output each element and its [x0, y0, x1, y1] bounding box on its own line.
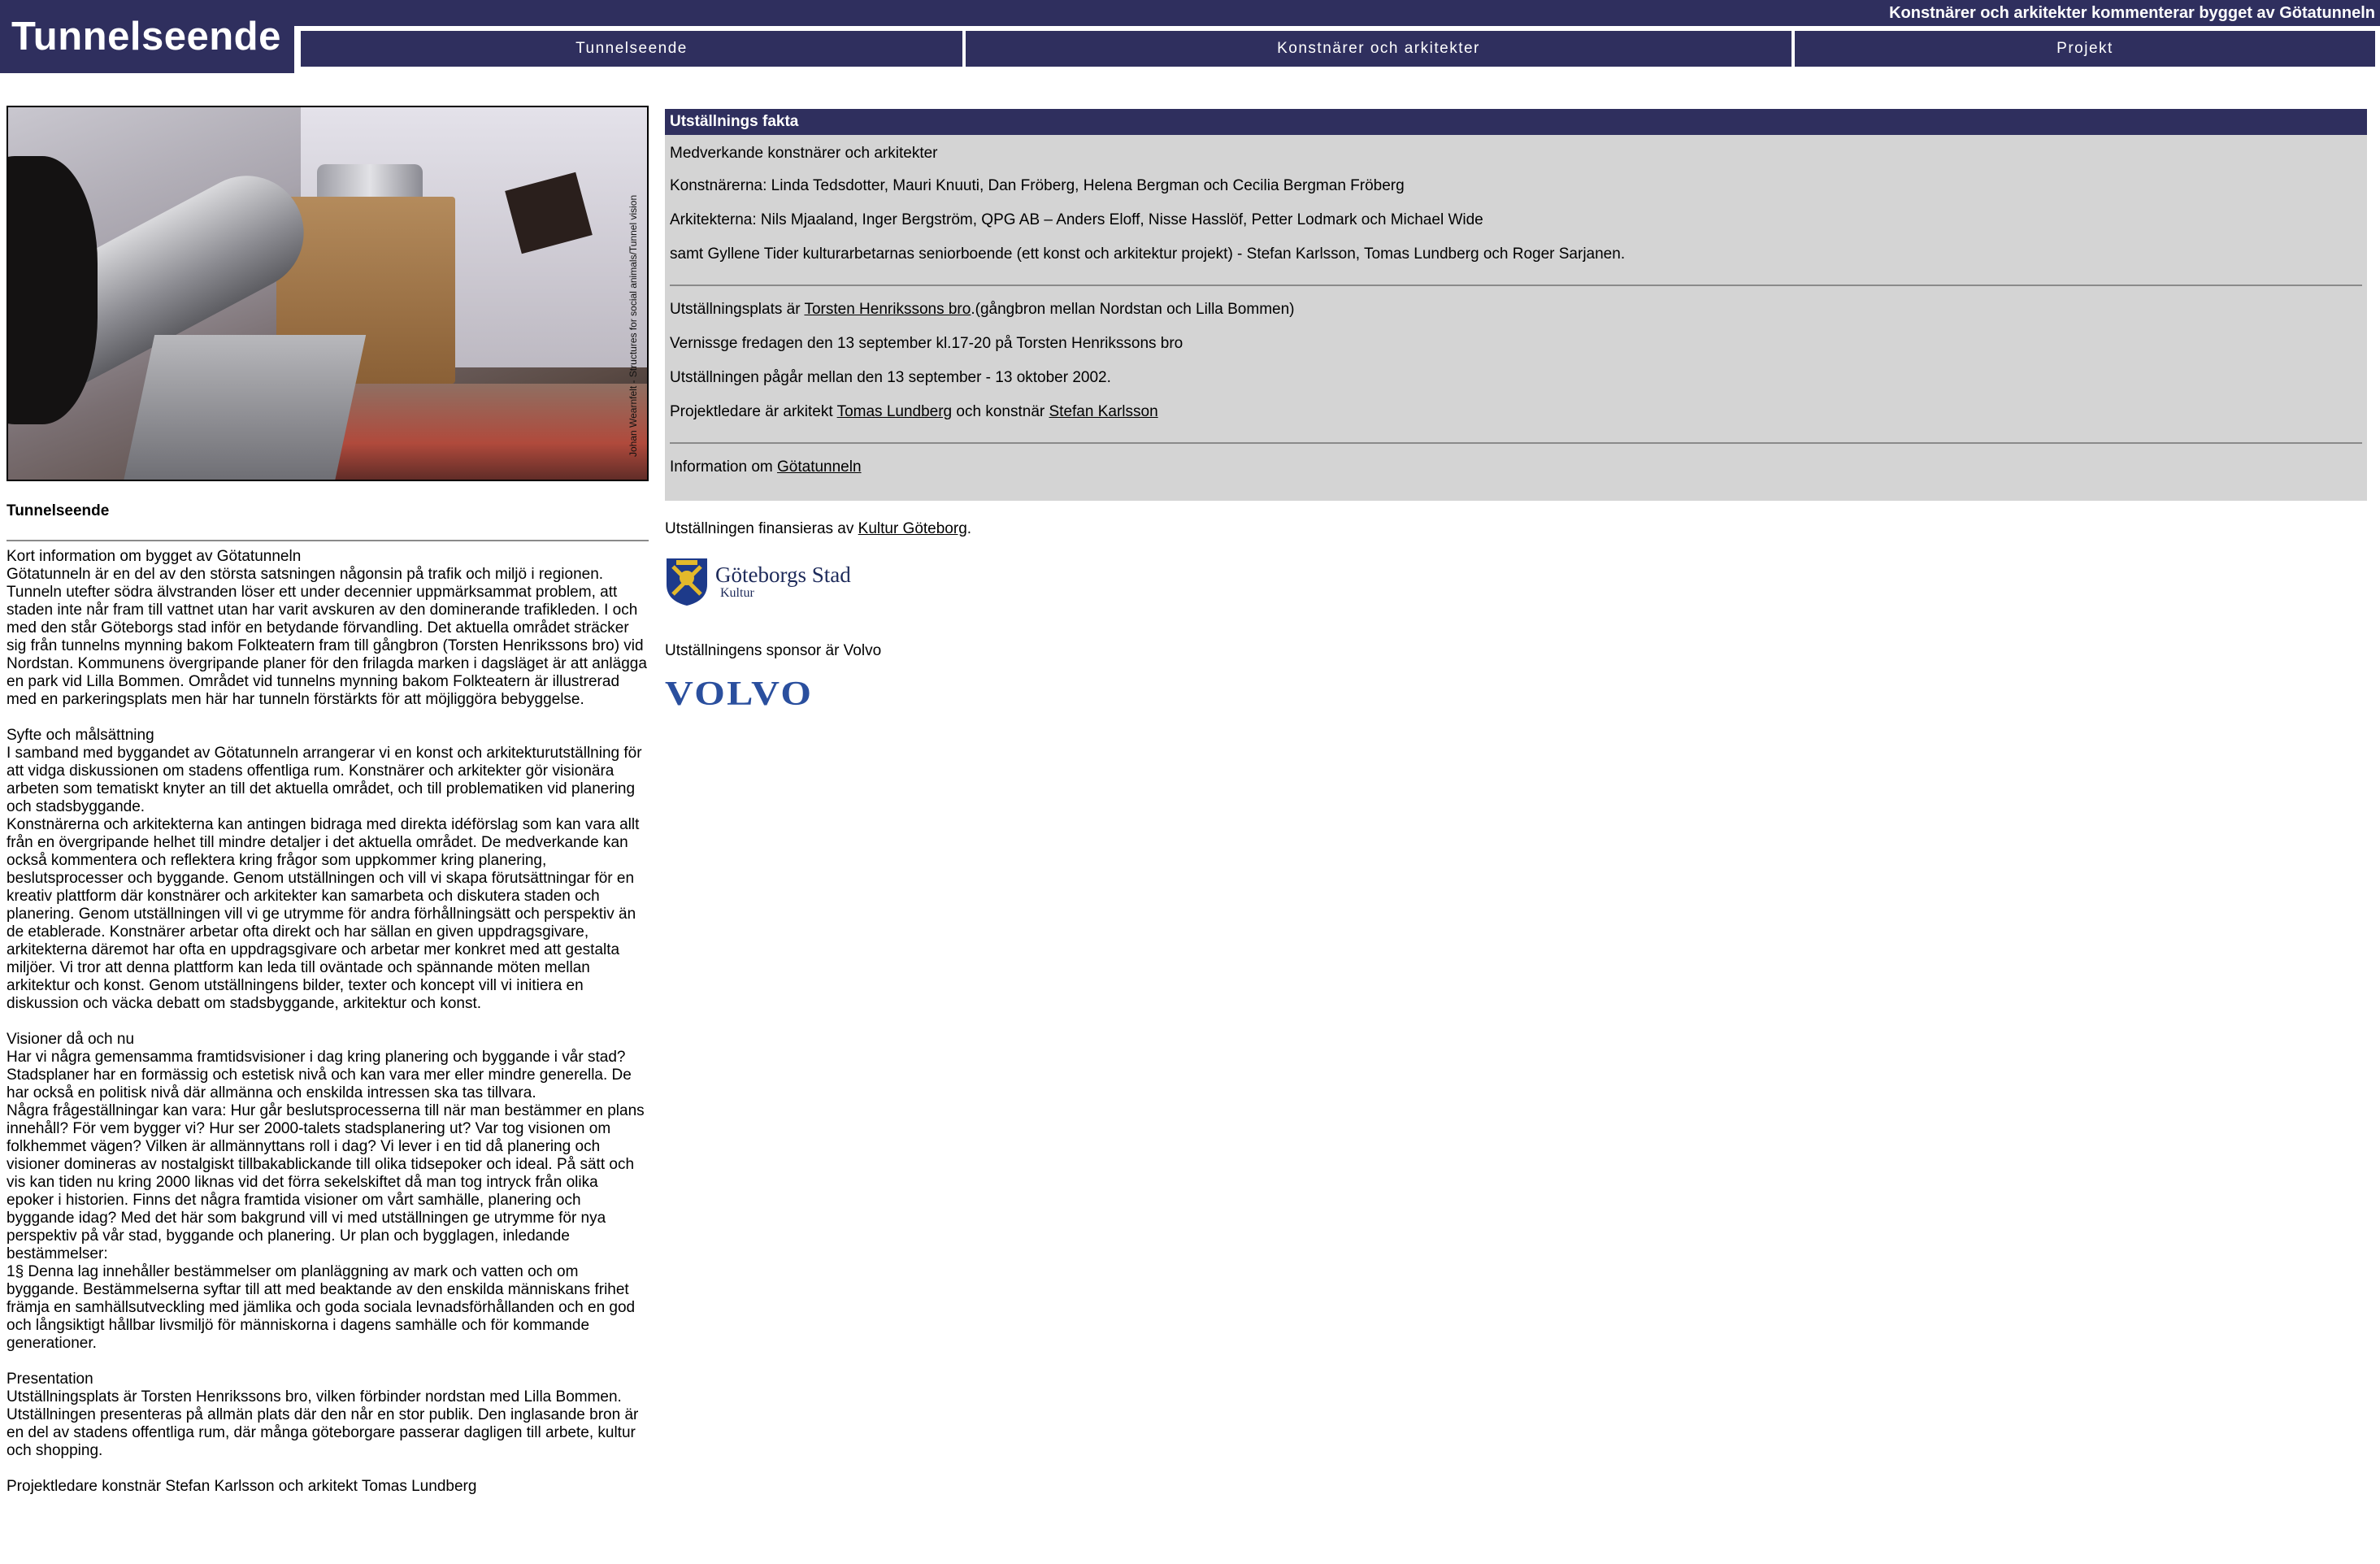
- facts-extra: samt Gyllene Tider kulturarbetarnas seniorboende (ett konst och arkitektur projekt) - Stefan Karlsson, Tomas Lundberg och Roger Sarjanen.: [670, 245, 1626, 263]
- left-column: [7, 106, 649, 1496]
- kultur-goteborg-link[interactable]: Kultur Göteborg: [858, 520, 967, 537]
- exhibition-photo: [7, 106, 649, 481]
- logo-sub: Kultur: [720, 586, 754, 600]
- venue-suffix: .(gångbron mellan Nordstan och Lilla Bommen): [971, 301, 1295, 318]
- lead-prefix: Projektledare är arkitekt: [670, 403, 833, 420]
- venue-prefix: Utställningsplats är: [670, 301, 801, 318]
- funding-text: [665, 520, 2367, 538]
- facts-divider-2: [670, 442, 2362, 444]
- facts-leads: [665, 400, 2367, 424]
- info-prefix: Information om: [670, 458, 773, 476]
- lead-mid: och konstnär: [956, 403, 1045, 420]
- facts-info: [665, 455, 2367, 480]
- facts-panel: [665, 109, 2367, 501]
- volvo-logo[interactable]: VOLVO: [665, 676, 814, 713]
- nav-item-projekt[interactable]: Projekt: [1793, 29, 2377, 68]
- crest-icon: [665, 557, 709, 607]
- article-body: Kort information om bygget av Götatunneln Götatunneln är en del av den största satsningen någonsin på trafik och miljö i regionen. Tunneln utefter södra älvstranden löser ett under decennier uppmärksammat problem, att staden inte når fram till vattnet utan har varit avskuren av den dominerande trafikleden. I och med den står Göteborgs stad inför en betydande förvandling. Det aktuella området sträcker sig från tunnelns mynning bakom Folkteatern fram till gångbron (Torsten Henrikssons bro) vid Nordstan. Kommunens övergripande planer för den frilagda marken i dagsläget är att anlägga en park vid Lilla Bommen. Området vid tunnelns mynning bakom Folkteatern är illustrerad med en parkeringsplats men här har tunneln förstärkts för att möjliggöra bebyggelse. Syfte och målsättning I samband med byggandet av Götatunneln arrangerar vi en konst och arkitekturutställning för att vidga diskussionen om stadens offentliga rum. Konstnärer och arkitekter gör visionära arbeten som tematiskt knyter an till det aktuella området, och till problematiken vid planering och stadsbyggande. Konstnärerna och arkitekterna kan antingen bidraga med direkta idéförslag som kan vara allt från en övergripande helhet till mindre detaljer i det aktuella området. De medverkande kan också kommentera och reflektera kring frågor som uppkommer kring planering, beslutsprocesser och byggande. Genom utställningen och vill vi skapa förutsättningar för en kreativ plattform där konstnärer och arkitekter kan samarbeta och diskutera staden och planering. Genom utställningen vill vi ge utrymme för andra förhållningsätt och perspektiv än de etablerade. Konstnärer arbetar ofta direkt och har sällan en given uppdragsgivare, arkitekterna däremot har ofta en uppdragsgivare och arbetar mer konkret med att gestalta miljöer. Vi tror att denna plattform kan leda till oväntade och spännande möten mellan arkitektur och konst. Genom utställningens bilder, texter och koncept vill vi initiera en diskussion och väcka debatt om stadsbyggande, arkitektur och konst. Visioner då och nu Har vi några gemensamma framtidsvisioner i dag kring planering och byggande i vår stad? Stadsplaner har en formässig och estetisk nivå och kan vara mer eller mindre generella. De har också en politisk nivå där allmänna och enskilda intressen ska tas tillvara. Några frågeställningar kan vara: Hur går beslutsprocesserna till när man bestämmer en plans innehåll? För vem bygger vi? Hur ser 2000-talets stadsplanering ut? Var tog visionen om folkhemmet vägen? Vilken är allmännyttans roll i dag? Vi lever i en tid då planering och visioner domineras av nostalgiskt tillbakablickande till olika tidsepoker och ideal. På sätt och vis kan tiden nu kring 2000 liknas vid det förra sekelskiftet då man tog intryck från olika epoker i historien. Finns det några framtida visioner om vårt samhälle, planering och byggande idag? Med det här som bakgrund vill vi med utställningen ge utrymme för nya perspektiv på vår stad, byggande och planering. Ur plan och bygglagen, inledande bestämmelser: 1§ Denna lag innehåller bestämmelser om planläggning av mark och vatten och om byggande. Bestämmelserna syftar till att med beaktande av den enskilda människans frihet främja en samhällsutveckling med jämlika och goda sociala levnadsförhållanden och en god och långsiktigt hållbar livsmiljö för människorna i dagens samhälle och för kommande generationer. Presentation Utställningsplats är Torsten Henrikssons bro, vilken förbinder nordstan med Lilla Bommen. Utställningen presenteras på allmän plats där den når en stor publik. Den inglasande bron är en del av stadens offentliga rum, där många göteborgare passerar dagligen till arbete, kultur och shopping. Projektledare konstnär Stefan Karlsson och arkitekt Tomas Lundberg: [7, 548, 647, 1495]
- site-logo[interactable]: Tunnelseende: [0, 0, 294, 73]
- sponsor-text: Utställningens sponsor är Volvo: [665, 642, 882, 659]
- logo-name: Göteborgs Stad: [715, 563, 851, 587]
- funding-prefix: Utställningen finansieras av: [665, 520, 854, 537]
- right-column: [665, 109, 2367, 712]
- nav-item-konstnarer[interactable]: Konstnärer och arkitekter: [964, 29, 1793, 68]
- facts-divider-1: [670, 285, 2362, 286]
- facts-venue: [665, 298, 2367, 322]
- facts-period: Utställningen pågår mellan den 13 september - 13 oktober 2002.: [670, 369, 1111, 386]
- goteborgs-stad-logo[interactable]: [665, 556, 2367, 608]
- site-tagline: Konstnärer och arkitekter kommenterar bygget av Götatunneln: [1889, 4, 2375, 22]
- facts-heading: Utställnings fakta: [665, 109, 2367, 135]
- photo-credit: Johan Wearnfelt - Structures for social animals/Tunnel vision: [628, 194, 639, 457]
- top-bar: [0, 0, 2380, 26]
- venue-link[interactable]: Torsten Henrikssons bro: [804, 301, 971, 318]
- facts-architects: Arkitekterna: Nils Mjaaland, Inger Bergström, QPG AB – Anders Eloff, Nisse Hasslöf, Petter Lodmark och Michael Wide: [670, 211, 1483, 228]
- lead-link-karlsson[interactable]: Stefan Karlsson: [1049, 403, 1158, 420]
- funding-suffix: .: [966, 520, 972, 537]
- facts-intro: Medverkande konstnärer och arkitekter: [670, 145, 938, 162]
- facts-vernissage: Vernissge fredagen den 13 september kl.17-20 på Torsten Henrikssons bro: [670, 335, 1183, 352]
- photo-caption: Tunnelseende: [7, 502, 110, 519]
- facts-artists: Konstnärerna: Linda Tedsdotter, Mauri Knuuti, Dan Fröberg, Helena Bergman och Cecilia Bergman Fröberg: [670, 177, 1405, 194]
- main-nav: [299, 29, 2377, 68]
- nav-item-tunnelseende[interactable]: Tunnelseende: [299, 29, 964, 68]
- divider: [7, 540, 649, 541]
- info-link-gotatunneln[interactable]: Götatunneln: [777, 458, 862, 476]
- lead-link-lundberg[interactable]: Tomas Lundberg: [836, 403, 953, 420]
